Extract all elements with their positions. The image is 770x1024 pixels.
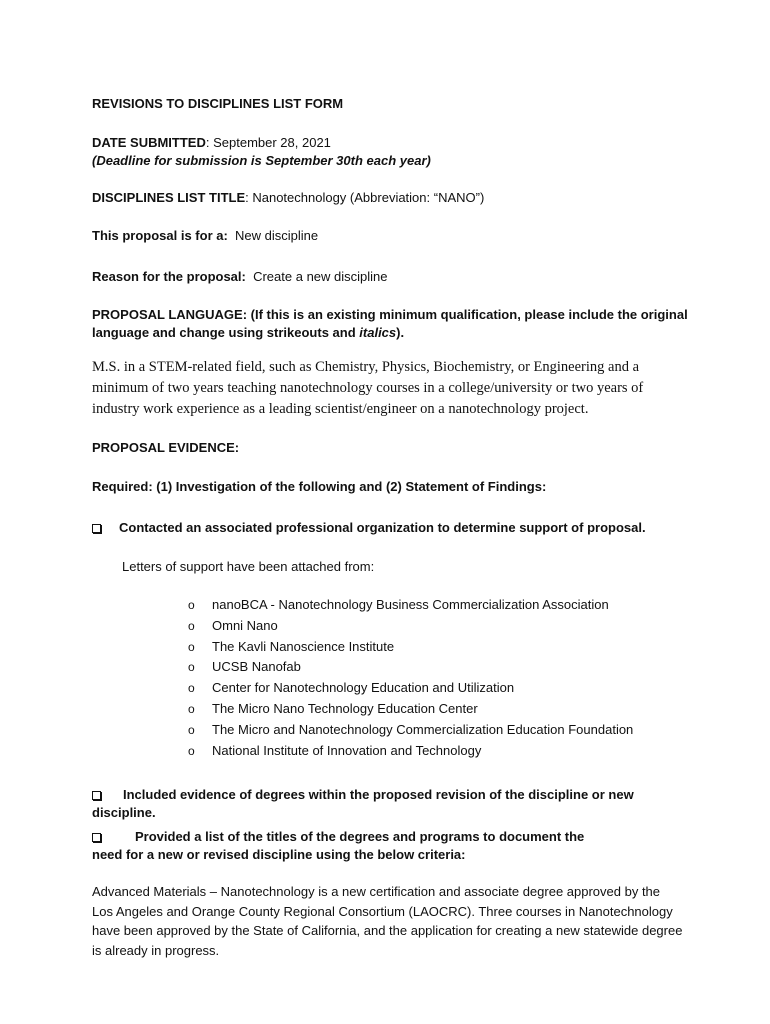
- bullet-marker: o: [188, 722, 195, 737]
- checkbox-item-titles: [92, 828, 584, 846]
- organization-name: Center for Nanotechnology Education and Utilization: [212, 680, 515, 696]
- reason-label: Reason for the proposal:: [92, 269, 246, 284]
- check1-label: Contacted an associated professional organization to determine support of proposal.: [119, 520, 646, 535]
- organization-item: [188, 637, 633, 658]
- organization-name: nanoBCA - Nanotechnology Business Commercialization Association: [212, 597, 609, 612]
- proposal-for: [92, 227, 318, 245]
- organization-list: [188, 595, 633, 761]
- reason-value: Create a new discipline: [253, 269, 388, 284]
- checkbox-icon: [92, 791, 101, 800]
- proposal-language-end: ).: [396, 325, 405, 340]
- required-line: Required: (1) Investigation of the following and (2) Statement of Findings:: [92, 479, 547, 494]
- bullet-marker: o: [188, 598, 195, 612]
- bullet-marker: o: [188, 618, 195, 633]
- letters-intro: Letters of support have been attached from:: [122, 559, 375, 574]
- checkbox-item-degrees: [92, 786, 652, 822]
- proposal-language-body: M.S. in a STEM-related field, such as Chemistry, Physics, Biochemistry, or Engineering and a minimum of two years teaching nanotechnology courses in a college/university or two years of industry work experience as a leading scientist/engineer on a nanotechnology project.: [92, 359, 644, 417]
- proposal-for-label: This proposal is for a:: [92, 228, 228, 243]
- organization-item: [188, 595, 633, 616]
- organization-item: [188, 699, 633, 720]
- closing-paragraph: Advanced Materials – Nanotechnology is a new certification and associate degree approved by the Los Angeles and Orange County Regional Consortium (LAOCRC). Three courses in Nanotechnology have been approved by the State of California, and the application for creating a new statewide degree is already in progress.: [92, 884, 683, 958]
- organization-item: [188, 657, 633, 678]
- disciplines-title: [92, 189, 484, 207]
- organization-name: National Institute of Innovation and Technology: [212, 742, 482, 758]
- checkbox-item-contacted: [92, 519, 646, 537]
- checkbox-icon: [92, 524, 101, 533]
- date-label: DATE SUBMITTED: [92, 135, 206, 150]
- organization-item: [188, 741, 633, 762]
- bullet-marker: o: [188, 701, 195, 716]
- organization-name: Omni Nano: [212, 617, 278, 633]
- check3-label-a: Provided a list of the titles of the degrees and programs to document the: [135, 829, 585, 844]
- bullet-marker: o: [188, 743, 195, 758]
- check3-label-b: need for a new or revised discipline using the below criteria:: [92, 847, 466, 862]
- deadline-note: (Deadline for submission is September 30th each year): [92, 153, 431, 168]
- organization-name: The Micro and Nanotechnology Commercialization Education Foundation: [212, 721, 634, 737]
- date-submitted: [92, 134, 331, 152]
- proposal-language-text: PROPOSAL LANGUAGE: (If this is an existing minimum qualification, please include the original language and change using strikeouts and: [92, 307, 688, 340]
- checkbox-icon: [92, 833, 101, 842]
- organization-item: [188, 616, 633, 637]
- proposal-language-heading: [92, 306, 688, 342]
- proposal-for-value: New discipline: [235, 228, 319, 243]
- date-value: : September 28, 2021: [205, 135, 331, 150]
- organization-item: [188, 720, 633, 741]
- evidence-heading: PROPOSAL EVIDENCE:: [92, 440, 240, 455]
- organization-name: The Kavli Nanoscience Institute: [212, 638, 395, 654]
- proposal-language-italic: italics: [359, 325, 397, 340]
- bullet-marker: o: [188, 660, 195, 675]
- organization-name: The Micro Nano Technology Education Center: [212, 700, 478, 716]
- organization-name: UCSB Nanofab: [212, 659, 301, 675]
- organization-item: [188, 678, 633, 699]
- reason: [92, 268, 388, 286]
- bullet-marker: o: [188, 639, 195, 654]
- form-title: REVISIONS TO DISCIPLINES LIST FORM: [92, 96, 344, 111]
- bullet-marker: o: [188, 681, 195, 696]
- title-label: DISCIPLINES LIST TITLE: [92, 190, 246, 205]
- title-value: : Nanotechnology (Abbreviation: “NANO”): [245, 190, 485, 205]
- check2-label: Included evidence of degrees within the proposed revision of the discipline or new discipline.: [92, 787, 634, 820]
